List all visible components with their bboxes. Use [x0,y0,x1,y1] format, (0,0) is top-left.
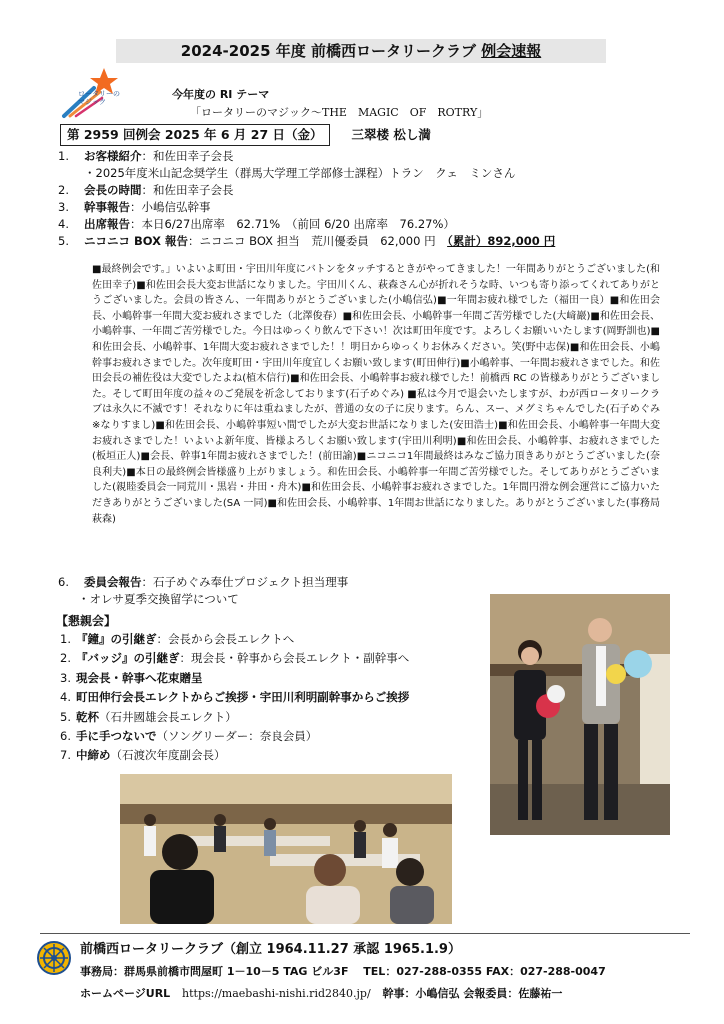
theme-text: 「ロータリーのマジック～THE MAGIC OF ROTRY」 [190,106,489,119]
committee-report: 6. 委員会報告：石子めぐみ奉仕プロジェクト担当理事 ・オレサ夏季交換留学について [58,575,349,606]
footer-staff: 幹事：小嶋信弘 会報委員：佐藤祐一 [382,987,563,1000]
rotary-magic-logo [60,66,160,120]
list-item: 3. 現会長・幹事へ花束贈呈 [60,670,203,685]
list-item: 5. 乾杯（石井國雄会長エレクト） [60,709,237,724]
rotary-wheel-icon [36,940,72,976]
list-item: 2. 『バッジ』の引継ぎ：現会長・幹事から会長エレクト・副幹事へ [60,651,410,666]
list-item: 6. 手に手つないで（ソングリーダー：奈良会員） [60,729,318,744]
list-item: 4. 町田伸行会長エレクトからご挨拶・宇田川利明副幹事からご挨拶 [60,690,410,705]
agenda-item: ・2025年度米山記念奨学生（群馬大学理工学部修士課程）トラン クェ ミンさん [84,166,516,180]
theme-label: 今年度の RI テーマ [172,88,270,101]
title-main: 2024-2025 年度 前橋西ロータリークラブ [180,42,482,60]
nikoniko-messages: ■最終例会です。」いよいよ町田・宇田川年度にバトンをタッチするときがやってきました！一年間ありがとうございました(和佐田幸子)■和佐田会長大変お世話になりました。宇田川くん、萩森さん心が折れそうな時、いつも寄り添ってくれてありがとうございました。会員の皆さん、一年間ありがとうございました(小嶋信弘)■一年間お疲れ様でした（福田一良）■和佐田会長、小嶋幹事一年間大変お疲れさまでした（北澤俊春）■和佐田会長、小嶋幹事一年間ご苦労様でした(大﨑巖)■和佐田会長、小嶋幹事、一年間ご苦労様でした。今日はゆっくり飲んで下さい！次は町田年度です。よろしくお願いいたします(岡野訓也)■和佐田会長、小嶋幹事、1年間大変お疲れさまでした！！明日からゆっくりお休みください。笑(野中志保)■和佐田会長、小嶋幹事お疲れさまでした。次年度町田・宇田川年度宜しくお願い致します(町田伸行)■小嶋幹事、一年間お疲れさまでした。和佐田会長の補佐役は大変でしたよね(植木信行)■和佐田会長、小嶋幹事お疲れ様でした！前橋西 RC の皆様ありがとうございました。そして町田年度の益々のご発展を祈念しております(石子めぐみ) ■私は今月で退会いたしますが、わが西ロータリークラブは永久に不滅です！それなりに年は重ねましたが、普通の女の子に戻ります。らん、スー、メグミちゃんでした(石子めぐみ※なりすまし)■和佐田会長、小嶋幹事短い間でしたが大変お世話になりました(安田浩士)■和佐田会長、小嶋幹事一年間大変お疲れさまでした！いよいよ新年度、皆様よろしくお願い致します(宇田川利明)■和佐田会長、小嶋幹事、お疲れさまでした(板垣正人)■会長、幹事1年間お疲れさまでした！(前田諭)■ニコニコ1年間最終はみなご協力頂きありがとうございました(奈良利夫)■本日の最終例会皆様盛り上がりましょう。和佐田会長、小嶋幹事一年間ご苦労様でした。そしてありがとうございました(親睦委員会一同荒川・黒岩・井田・舟木)■和佐田会長、小嶋幹事お疲れさまでした。1年間円滑な例会運営にご協力いただきありがとうございました(SA 一同)■和佐田会長、小嶋幹事、1年間お世話になりました。ありがとうございました(事務局萩森) [92,264,660,525]
list-item: 7. 中締め（石渡次年度副会長） [60,748,226,763]
logo-text: ロータリーの マジック [78,90,120,106]
meeting-info [60,124,660,144]
footer-divider [40,933,690,934]
photo-bouquet-presentation [490,594,670,835]
footer-club: 前橋西ロータリークラブ（創立 1964.11.27 承認 1965.1.9） [80,942,461,957]
photo-party-room [120,774,452,924]
agenda-item: 5. ニコニコ BOX 報告：ニコニコ BOX 担当 荒川優委員 62,000 円 （累計）892,000 円 [58,234,556,248]
footer-office: 事務局：群馬県前橋市問屋町 1－10－5 TAG ビル3F TEL：027-288-0355 FAX：027-288-0047 [80,965,606,978]
homepage-link[interactable]: https://maebashi-nishi.rid2840.jp/ [182,987,371,1000]
list-item: 1. 『鐘』の引継ぎ：会長から会長エレクトへ [60,632,295,646]
meeting-number-date: 第 2959 回例会 2025 年 6 月 27 日（金） [60,124,330,146]
meeting-venue: 三翠楼 松し満 [351,127,431,142]
title-underlined: 例会速報 [481,42,542,60]
footer-links [80,986,562,1002]
agenda-item: 2. 会長の時間：和佐田幸子会長 [58,183,234,197]
agenda-list [58,148,668,250]
page-title [116,39,606,63]
kondankai-list [60,630,409,766]
homepage-label: ホームページURL [80,987,171,1000]
kondankai-title: 【懇親会】 [56,614,117,628]
agenda-item: 1. お客様紹介：和佐田幸子会長 [58,149,234,163]
agenda-item: 4. 出席報告：本日6/27出席率 62.71% （前回 6/20 出席率 76.27%） [58,217,455,231]
agenda-item: 3. 幹事報告：小嶋信弘幹事 [58,200,211,214]
nikoniko-total: （累計）892,000 円 [447,234,556,248]
